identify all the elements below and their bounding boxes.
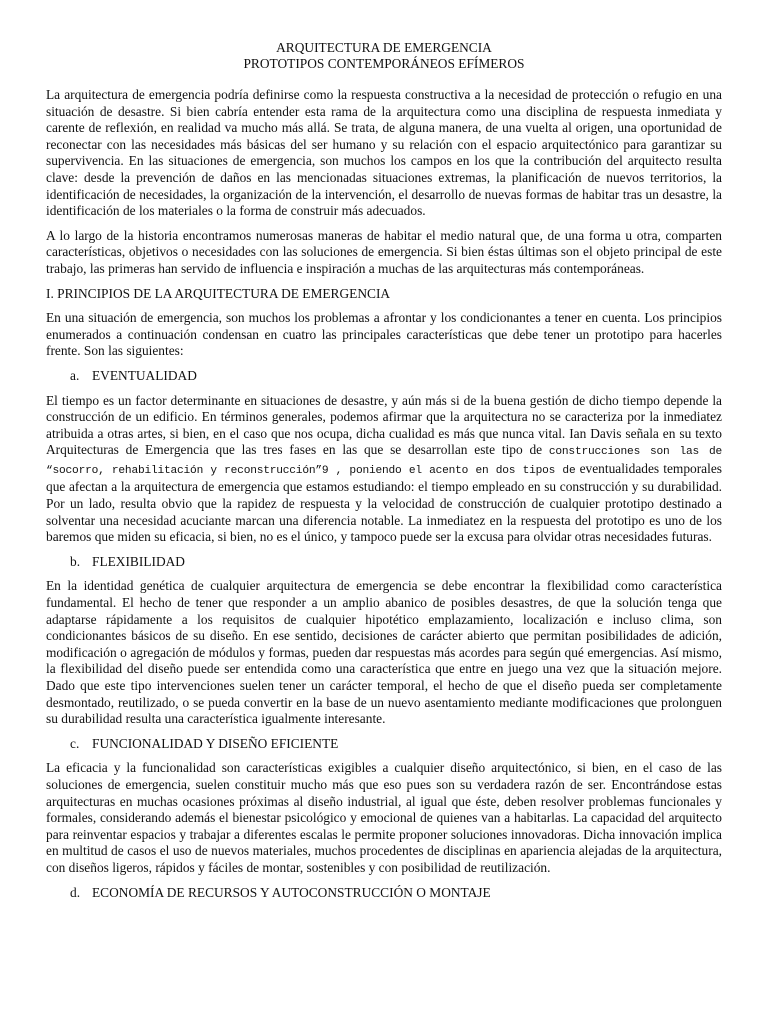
section-principles-paragraph: En una situación de emergencia, son muchos los problemas a afrontar y los condicionantes a tener en cuenta. Los principios enumerados a continuación condensan en cuatro las principales características que debe tener un prototipo para hacerles frente. Son las siguientes: (46, 310, 722, 359)
document-page (46, 40, 722, 909)
subsection-a-text-start: El tiempo es un factor determinante en situaciones de desastre, y aún más si de la buena gestión de dicho tiempo depende la construcción de un edificio. En términos generales, podemos afirmar que la arquitectura no se caracteriza por la inmediatez atribuida a otras artes, si bien, en el caso que nos ocupa, dicha cualidad es más que nunca vital. Ian Davis señala en su texto Arquitecturas de Emergencia que las tres fases en las que se desarrollan este tipo de (46, 392, 722, 458)
intro-paragraph-1: La arquitectura de emergencia podría definirse como la respuesta constructiva a la necesidad de protección o refugio en una situación de desastre. Si bien cabría entender esta rama de la arquitectura como una disciplina de respuesta inmediata y carente de reflexión, en realidad va mucho más allá. Se trata, de alguna manera, de una vuelta al origen, una oportunidad de reconectar con las necesidades más básicas del ser humano y su relación con el espacio arquitectónico para garantizar su supervivencia. En las situaciones de emergencia, son muchos los campos en los que la contribución del arquitecto resulta clave: desde la prevención de daños en las mencionadas situaciones extremas, la planificación de nuevos territorios, la identificación de necesidades, la organización de la intervención, el desarrollo de nuevas formas de habitar tras un desastre, la identificación de los materiales o la forma de construir más adecuados. (46, 87, 722, 219)
subsection-title-d: ECONOMÍA DE RECURSOS Y AUTOCONSTRUCCIÓN O MONTAJE (92, 884, 491, 900)
subsection-title-b: FLEXIBILIDAD (92, 553, 185, 569)
subsection-title-c: FUNCIONALIDAD Y DISEÑO EFICIENTE (92, 735, 339, 751)
list-marker-c: c. (70, 735, 80, 751)
list-marker-d: d. (70, 884, 81, 900)
subsection-c-paragraph: La eficacia y la funcionalidad son características exigibles a cualquier diseño arquitectónico, si bien, en el caso de las soluciones de emergencia, suelen constituir mucho más que eso pues son su verdadera razón de ser. Encontrándose estas arquitecturas en muchas ocasiones próximas al diseño industrial, al igual que éste, deben resolver problemas funcionales y formales, considerando además el bienestar psicológico y emocional de quienes van a habitarlas. La capacidad del arquitecto para reinventar espacios y trabajar a diferentes escalas le permite proponer soluciones innovadoras. Dicha innovación implica en multitud de casos el uso de nuevos materiales, muchos procedentes de disciplinas en apariencia alejadas de la arquitectura, con diseños ligeros, rápidos y fáciles de montar, sostenibles y con posibilidad de reutilización. (46, 760, 722, 875)
title-line-2: PROTOTIPOS CONTEMPORÁNEOS EFÍMEROS (243, 56, 525, 71)
subsection-heading-a (46, 368, 722, 385)
subsection-heading-b (46, 554, 722, 571)
list-marker-b: b. (70, 553, 81, 569)
subsection-a-paragraph (46, 393, 722, 546)
subsection-a-quote-mono: construcciones son las de “socorro, rehabilitación y reconstrucción”9 , poniendo el acento en dos tipos de (46, 446, 723, 477)
subsection-a-text-end: eventualidades temporales que afectan a la arquitectura de emergencia que estamos estudiando: el tiempo empleado en su construcción y su durabilidad. Por un lado, resulta obvio que la rapidez de respuesta y la velocidad de construcción de cualquier prototipo destinado a solventar una necesidad acuciante marcan una diferencia notable. La inmediatez en la respuesta del prototipo es uno de los baremos que miden su eficacia, si bien, no es el único, y tampoco puede ser la excusa para olvidar otras necesidades futuras. (46, 460, 722, 545)
section-heading-principles: I. PRINCIPIOS DE LA ARQUITECTURA DE EMERGENCIA (46, 285, 391, 301)
subsection-heading-c (46, 736, 722, 753)
title-line-1: ARQUITECTURA DE EMERGENCIA (276, 40, 492, 55)
subsection-heading-d (46, 885, 722, 902)
subsection-b-paragraph: En la identidad genética de cualquier arquitectura de emergencia se debe encontrar la flexibilidad como característica fundamental. El hecho de tener que responder a un amplio abanico de posibles desastres, de que la solución tenga que adaptarse rápidamente a los requisitos de cualquier hipotético emplazamiento, localización e incluso clima, son condicionantes básicos de su diseño. En ese sentido, decisiones de carácter abierto que permitan posibilidades de adición, modificación o agregación de módulos y formas, pueden dar respuestas más acordes para según qué emergencias. Así mismo, la flexibilidad del diseño puede ser entendida como una característica que entre en juego una vez que la situación mejore. Dado que este tipo intervenciones suelen tener un carácter temporal, el hecho de que el diseño pueda ser completamente desmontado, reutilizado, o se pueda convertir en la base de un nuevo asentamiento mediante modificaciones que prolonguen su durabilidad resulta una característica igualmente interesante. (46, 578, 722, 727)
subsection-title-a: EVENTUALIDAD (92, 367, 197, 383)
list-marker-a: a. (70, 367, 80, 383)
intro-paragraph-2: A lo largo de la historia encontramos numerosas maneras de habitar el medio natural que, de una forma u otra, comparten características, objetivos o necesidades con las soluciones de emergencia. Si bien éstas últimas son el objeto principal de este trabajo, las primeras han servido de influencia e inspiración a muchas de las arquitecturas más contemporáneas. (46, 227, 722, 276)
document-title (46, 40, 722, 72)
